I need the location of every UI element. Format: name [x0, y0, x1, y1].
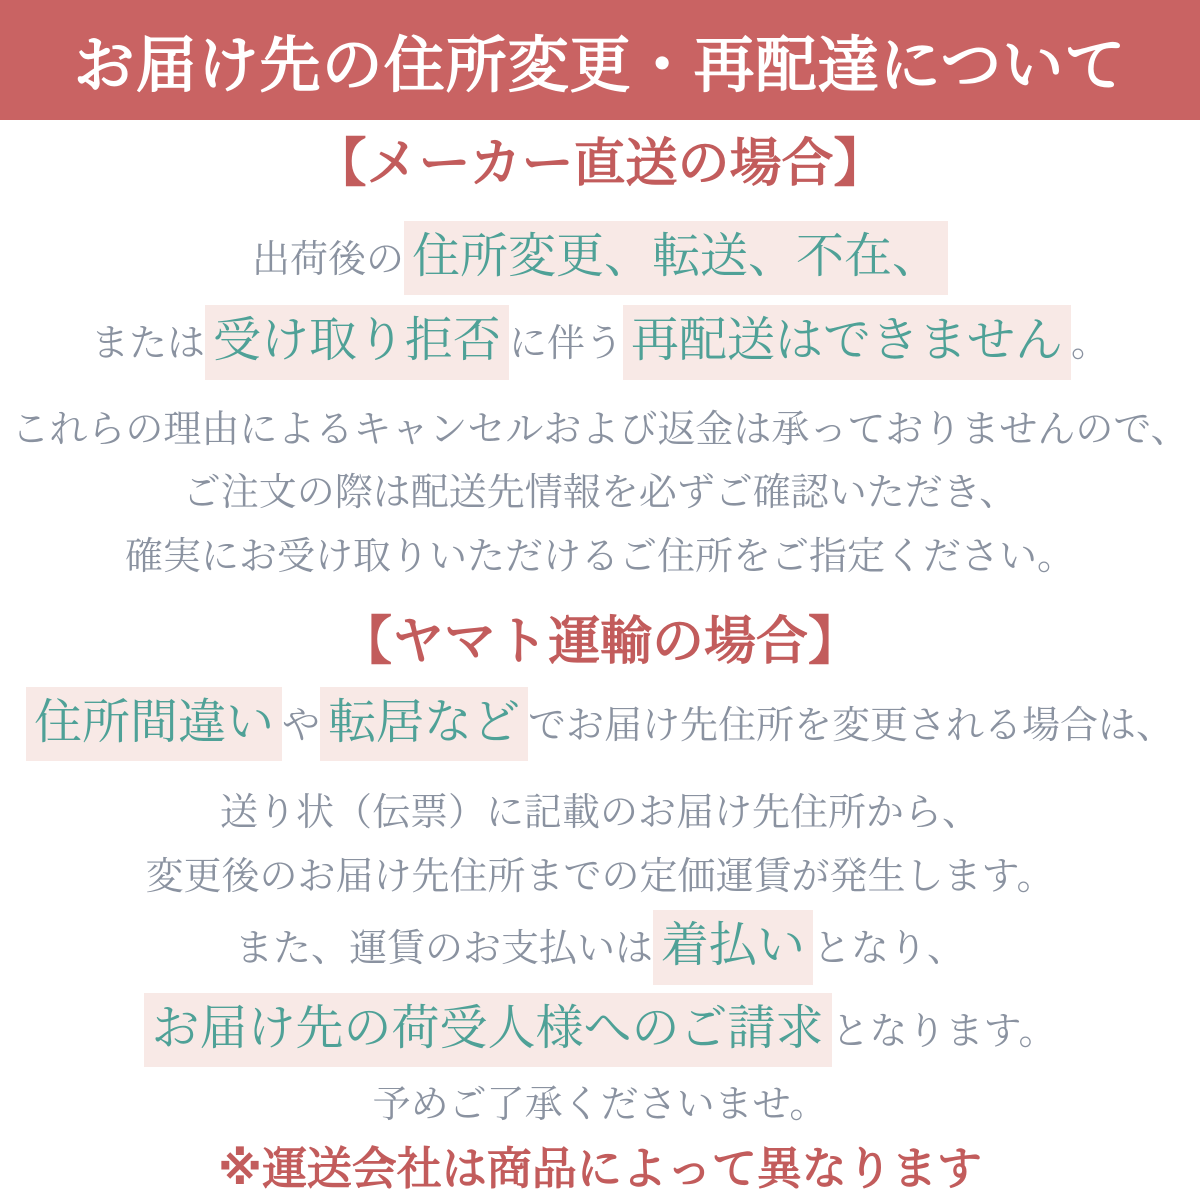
maker-line-refusal-redelivery: [91, 305, 1109, 379]
carrier-note-text: ※運送会社は商品によって異なります: [218, 1143, 982, 1195]
maker-direct-section: [0, 120, 1200, 582]
maker-line4-text: ご注文の際は配送先情報を必ずご確認いただき、: [182, 472, 1018, 515]
page-title: お届け先の住所変更・再配達について: [73, 30, 1127, 99]
maker-line1-pre-text: 出荷後の: [251, 239, 404, 281]
yamato-line5-highlight-text: お届け先の荷受人様へのご請求: [144, 993, 832, 1067]
maker-line2-mid-text: に伴う: [508, 323, 623, 366]
yamato-line1-post-text: でお届け先住所を変更される場合は、: [528, 704, 1175, 747]
yamato-line-billing-consignee: [144, 993, 1057, 1067]
yamato-line4-highlight-text: 着払い: [653, 910, 813, 984]
yamato-line5-post-text: となります。: [831, 1010, 1057, 1053]
carrier-note: [218, 1140, 982, 1199]
yamato-section: [0, 582, 1200, 1199]
maker-line2-period: 。: [1071, 323, 1110, 366]
maker-line-no-cancel-refund: [11, 406, 1188, 455]
yamato-line-invoice-address: [220, 789, 980, 838]
maker-line-confirm-shipping-info: [183, 469, 1017, 518]
yamato-line-cash-on-delivery: [235, 910, 965, 984]
yamato-line1-highlight1-text: 住所間違い: [26, 687, 282, 761]
notice-content: [0, 120, 1200, 1200]
yamato-line1-mid-text: や: [281, 704, 320, 747]
yamato-line4-post-text: となり、: [813, 928, 966, 971]
title-banner: [0, 0, 1200, 120]
maker-line1-highlight-text: 住所変更、転送、不在、: [404, 221, 948, 295]
yamato-line-fare-charge: [146, 853, 1055, 902]
yamato-line4-pre-text: また、運賃のお支払いは: [234, 928, 653, 971]
yamato-section-heading: 【ヤマト運輸の場合】: [339, 612, 860, 671]
yamato-line-acknowledgement: [373, 1081, 828, 1130]
yamato-line1-highlight2-text: 転居など: [320, 687, 528, 761]
maker-line2-pre-text: または: [90, 323, 205, 366]
yamato-line2-text: 送り状（伝票）に記載のお届け先住所から、: [219, 792, 980, 835]
maker-line-shipping-changes: [252, 221, 948, 295]
maker-section-heading: 【メーカー直送の場合】: [314, 135, 886, 193]
maker-line5-text: 確実にお受け取りいただけるご住所をご指定ください。: [124, 535, 1075, 578]
yamato-line6-text: 予めご了承くださいませ。: [372, 1083, 828, 1126]
maker-line-specify-address: [125, 533, 1075, 582]
maker-line2-highlight2-text: 再配送はできません: [623, 305, 1071, 379]
maker-line2-highlight1-text: 受け取り拒否: [205, 305, 509, 379]
yamato-line3-text: 変更後のお届け先住所までの定価運賃が発生します。: [145, 855, 1055, 898]
yamato-line-address-change: [26, 687, 1174, 761]
maker-line3-text: これらの理由によるキャンセルおよび返金は承っておりませんので、: [11, 408, 1189, 451]
